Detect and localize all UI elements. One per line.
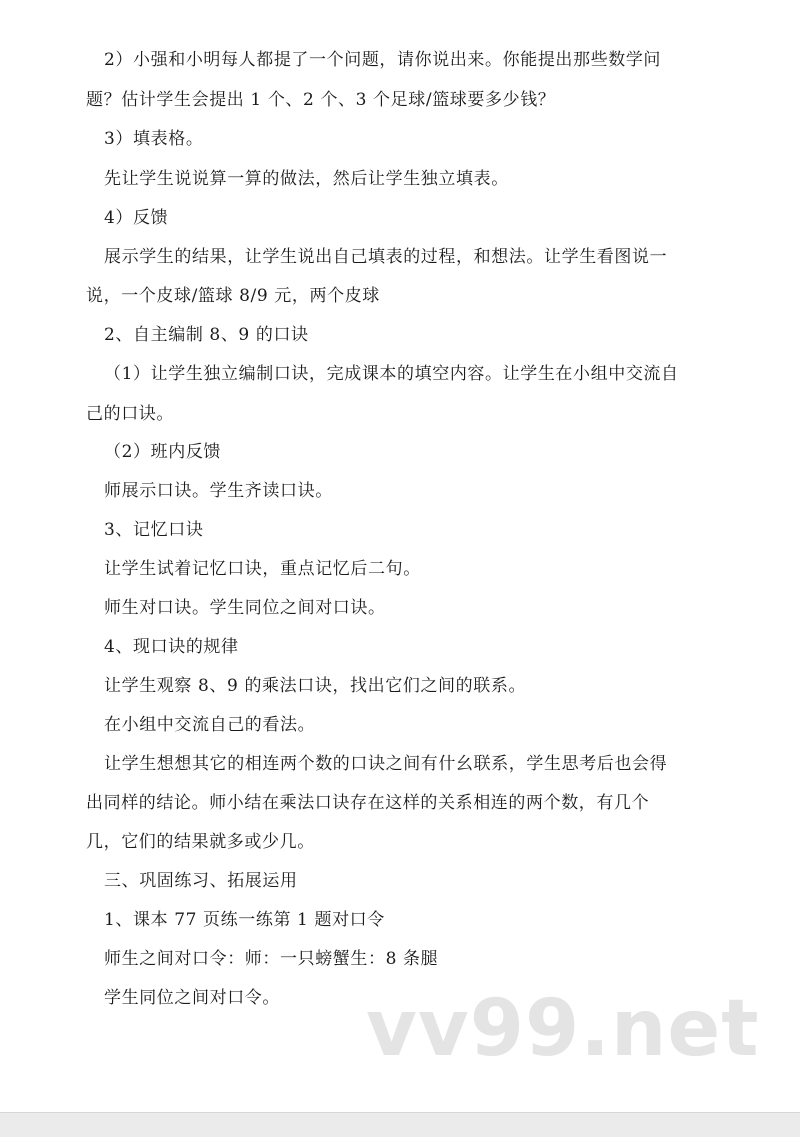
- page-bottom-edge: [0, 1112, 800, 1137]
- text-line: 师展示口诀。学生齐读口诀。: [104, 481, 333, 501]
- text-line: 展示学生的结果，让学生说出自己填表的过程，和想法。让学生看图说一: [104, 247, 668, 267]
- text-line: 让学生想想其它的相连两个数的口诀之间有什幺联系，学生思考后也会得: [104, 754, 668, 774]
- section-heading: 三、巩固练习、拓展运用: [104, 871, 298, 891]
- text-line: 4）反馈: [104, 208, 169, 228]
- text-line: 3）填表格。: [104, 129, 204, 149]
- text-line: 说，一个皮球/篮球 8/9 元，两个皮球: [86, 286, 380, 306]
- text-line: 1、课本 77 页练一练第 1 题对口令: [104, 910, 385, 930]
- text-line: 出同样的结论。师小结在乘法口诀存在这样的关系相连的两个数，有几个: [86, 793, 650, 813]
- text-line: 学生同位之间对口令。: [104, 988, 280, 1008]
- text-line: （1）让学生独立编制口诀，完成课本的填空内容。让学生在小组中交流自: [104, 364, 679, 384]
- text-line: 2）小强和小明每人都提了一个问题，请你说出来。你能提出那些数学问: [104, 50, 662, 70]
- text-line: 先让学生说说算一算的做法，然后让学生独立填表。: [104, 169, 509, 189]
- text-line: 让学生试着记忆口诀，重点记忆后二句。: [104, 559, 421, 579]
- text-line: 师生对口诀。学生同位之间对口诀。: [104, 598, 386, 618]
- section-heading: 3、记忆口诀: [104, 520, 204, 540]
- watermark: vv99.net: [366, 984, 760, 1074]
- section-heading: 4、现口诀的规律: [104, 637, 239, 657]
- text-line: 在小组中交流自己的看法。: [104, 715, 316, 735]
- text-line: 师生之间对口令：师：一只螃蟹生：8 条腿: [104, 949, 439, 969]
- text-line: 让学生观察 8、9 的乘法口诀，找出它们之间的联系。: [104, 676, 527, 696]
- text-line: （2）班内反馈: [104, 442, 222, 462]
- text-line: 己的口诀。: [86, 404, 174, 424]
- section-heading: 2、自主编制 8、9 的口诀: [104, 325, 309, 345]
- text-line: 几，它们的结果就多或少几。: [86, 832, 315, 852]
- text-line: 题？估计学生会提出 1 个、2 个、3 个足球/篮球要多少钱？: [86, 90, 556, 110]
